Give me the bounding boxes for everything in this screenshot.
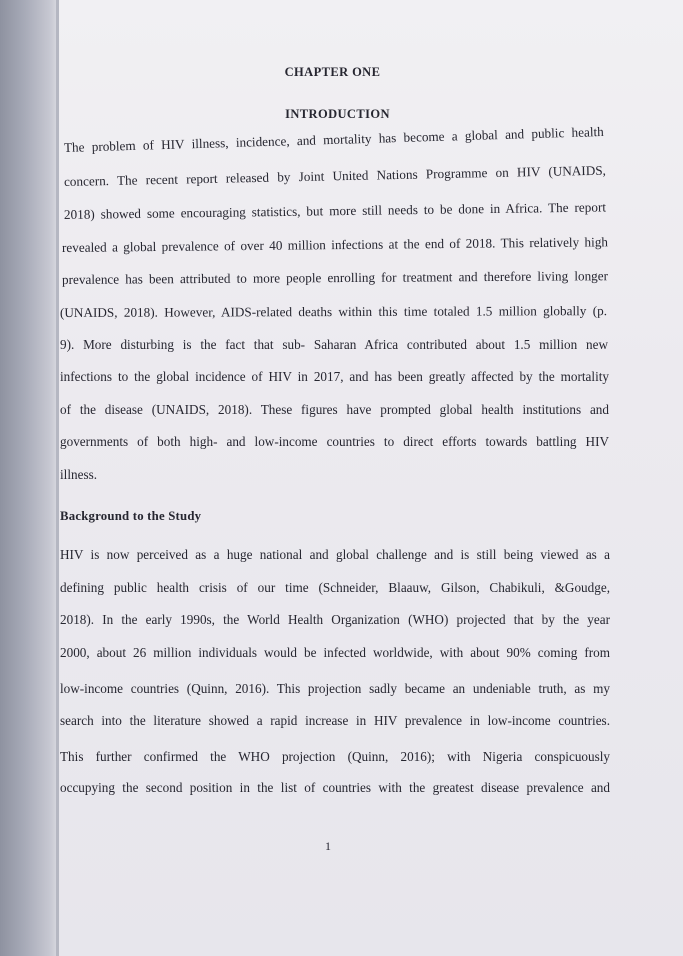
background-line: defining public health crisis of our time (Schneider, Blaauw, Gilson, Chabikuli, &Goudge, — [60, 580, 610, 595]
background-line: 2000, about 26 million individuals would be infected worldwide, with about 90% coming from — [60, 645, 610, 660]
background-line: This further confirmed the WHO projection (Quinn, 2016); with Nigeria conspicuously — [60, 749, 610, 764]
intro-line: 9). More disturbing is the fact that sub- Saharan Africa contributed about 1.5 million new — [60, 337, 608, 352]
intro-line: concern. The recent report released by Joint United Nations Programme on HIV (UNAIDS, — [63, 162, 607, 189]
section-subheading: Background to the Study — [60, 509, 202, 523]
intro-line: (UNAIDS, 2018). However, AIDS-related deaths within this time totaled 1.5 million globally (p. — [59, 303, 608, 320]
chapter-title: CHAPTER ONE — [284, 65, 381, 79]
intro-line: 2018) showed some encouraging statistics, but more still needs to be done in Africa. The report — [63, 199, 607, 222]
page-number: 1 — [325, 839, 331, 853]
intro-line: The problem of HIV illness, incidence, and mortality has become a global and public health — [63, 123, 604, 155]
page-edge — [56, 0, 59, 956]
intro-line: illness. — [60, 467, 97, 482]
book-binding — [0, 0, 58, 956]
intro-line: governments of both high- and low-income countries to direct efforts towards battling HIV — [60, 434, 609, 449]
section-title: INTRODUCTION — [285, 107, 390, 121]
intro-line: prevalence has been attributed to more people enrolling for treatment and therefore living longer — [61, 268, 609, 287]
background-line: occupying the second position in the list of countries with the greatest disease prevalence and — [60, 780, 610, 795]
intro-line: of the disease (UNAIDS, 2018). These figures have prompted global health institutions and — [60, 402, 609, 417]
background-line: search into the literature showed a rapid increase in HIV prevalence in low-income countries. — [60, 713, 610, 728]
background-line: 2018). In the early 1990s, the World Health Organization (WHO) projected that by the year — [60, 612, 610, 627]
intro-line: infections to the global incidence of HIV in 2017, and has been greatly affected by the mortality — [60, 369, 609, 384]
intro-line: revealed a global prevalence of over 40 million infections at the end of 2018. This relatively high — [61, 234, 609, 255]
background-line: HIV is now perceived as a huge national and global challenge and is still being viewed as a — [60, 547, 610, 562]
background-line: low-income countries (Quinn, 2016). This projection sadly became an undeniable truth, as my — [60, 681, 610, 696]
